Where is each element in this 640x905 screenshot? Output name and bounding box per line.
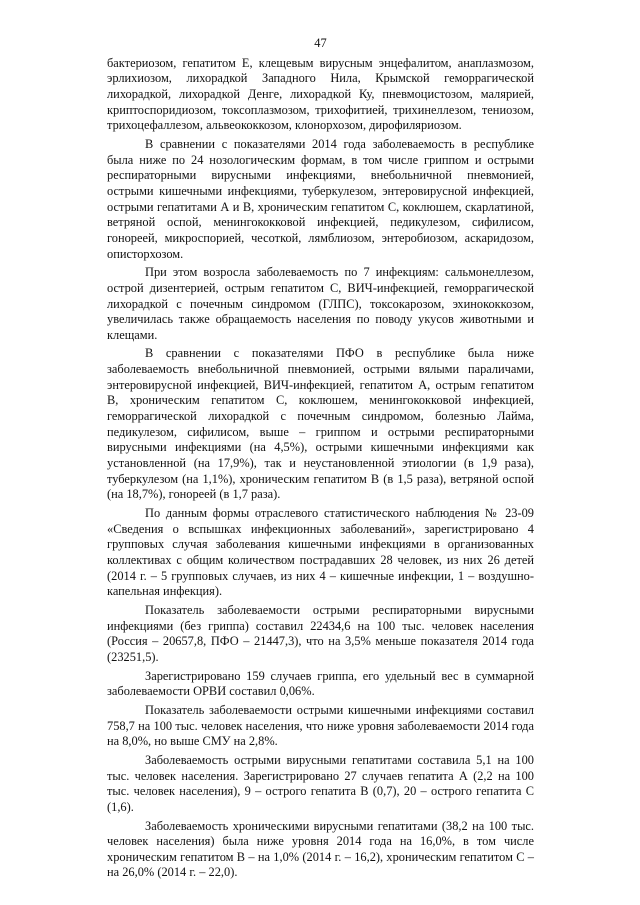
paragraph-intestinal: Показатель заболеваемости острыми кишечными инфекциями составил 758,7 на 100 тыс. человек населения, что ниже уровня заболеваемости 2014 года на 8,0%, но выше СМУ на 2,8%. <box>107 702 534 749</box>
paragraph-influenza: Зарегистрировано 159 случаев гриппа, его удельный вес в суммарной заболеваемости ОРВИ составил 0,06%. <box>107 668 534 699</box>
paragraph-comparison-2014: В сравнении с показателями 2014 года заболеваемость в республике была ниже по 24 нозологическим формам, в том числе гриппом и острыми респираторными вирусными инфекциями, внебольничной пневмонией, острыми кишечными инфекциями, туберкулезом, энтеровирусной инфекцией, острыми гепатитами А и В, хроническим гепатитом С, коклюшем, скарлатиной, ветряной оспой, менингококковой инфекцией, педикулезом, сифилисом, гонореей, микроспорией, чесоткой, лямблиозом, энтеробиозом, аскаридозом, описторхозом. <box>107 136 534 261</box>
paragraph-increase: При этом возросла заболеваемость по 7 инфекциям: сальмонеллезом, острой дизентерией, острым гепатитом С, ВИЧ-инфекцией, геморрагической лихорадкой с почечным синдромом (ГЛПС), токсокарозом, эхинококкозом, увеличилась также обращаемость населения по поводу укусов животными и клещами. <box>107 265 534 342</box>
paragraph-outbreaks: По данным формы отраслевого статистического наблюдения № 23-09 «Сведения о вспышках инфекционных заболеваний», зарегистрировано 4 групповых случая заболевания кишечными инфекциями в организованных коллективах с общим количеством пострадавших 28 человек, из них 26 детей (2014 г. – 5 групповых случаев, из них 4 – кишечные инфекции, 1 – воздушно-капельная инфекция). <box>107 506 534 599</box>
paragraph-arvi: Показатель заболеваемости острыми респираторными вирусными инфекциями (без гриппа) составил 22434,6 на 100 тыс. человек населения (Россия – 20657,8, ПФО – 21447,3), что на 3,5% меньше показателя 2014 года (23251,5). <box>107 602 534 664</box>
document-page <box>107 36 534 884</box>
paragraph-chronic-hepatitis: Заболеваемость хроническими вирусными гепатитами (38,2 на 100 тыс. человек населения) была ниже уровня 2014 года на 16,0%, в том числе хроническим гепатитом В – на 1,0% (2014 г. – 16,2), хроническим гепатитом С – на 26,0% (2014 г. – 22,0). <box>107 818 534 880</box>
page-number: 47 <box>314 36 327 50</box>
paragraph-continuation: бактериозом, гепатитом Е, клещевым вирусным энцефалитом, анаплазмозом, эрлихиозом, лихорадкой Западного Нила, Крымской геморрагической лихорадкой, лихорадкой Денге, лихорадкой Ку, пневмоцистозом, малярией, криптоспоридиозом, токсоплазмозом, трихофитией, трихинеллезом, тениозом, трихоцефаллезом, альвеококкозом, клонорхозом, дирофиляриозом. <box>107 55 534 133</box>
paragraph-comparison-pfo: В сравнении с показателями ПФО в республике была ниже заболеваемость внебольничной пневмонией, острыми вялыми параличами, энтеровирусной инфекцией, ВИЧ-инфекцией, гепатитом А, острым гепатитом В, хроническим гепатитом С, коклюшем, менингококковой инфекцией, геморрагической лихорадкой с почечным синдромом, болезнью Лайма, педикулезом, сифилисом, выше – гриппом и острыми респираторными вирусными инфекциями (на 4,5%), острыми кишечными инфекциями как установленной (на 17,9%), так и неустановленной этиологии (в 1,9 раза), туберкулезом (на 1,1%), хроническим гепатитом В (в 1,5 раза), ветряной оспой (на 18,7%), гонореей (в 1,7 раза). <box>107 346 534 502</box>
paragraph-acute-hepatitis: Заболеваемость острыми вирусными гепатитами составила 5,1 на 100 тыс. человек населения. Зарегистрировано 27 случаев гепатита А (2,2 на 100 тыс. человек населения), 9 – острого гепатита В (0,7), 20 – острого гепатита С (1,6). <box>107 752 534 814</box>
